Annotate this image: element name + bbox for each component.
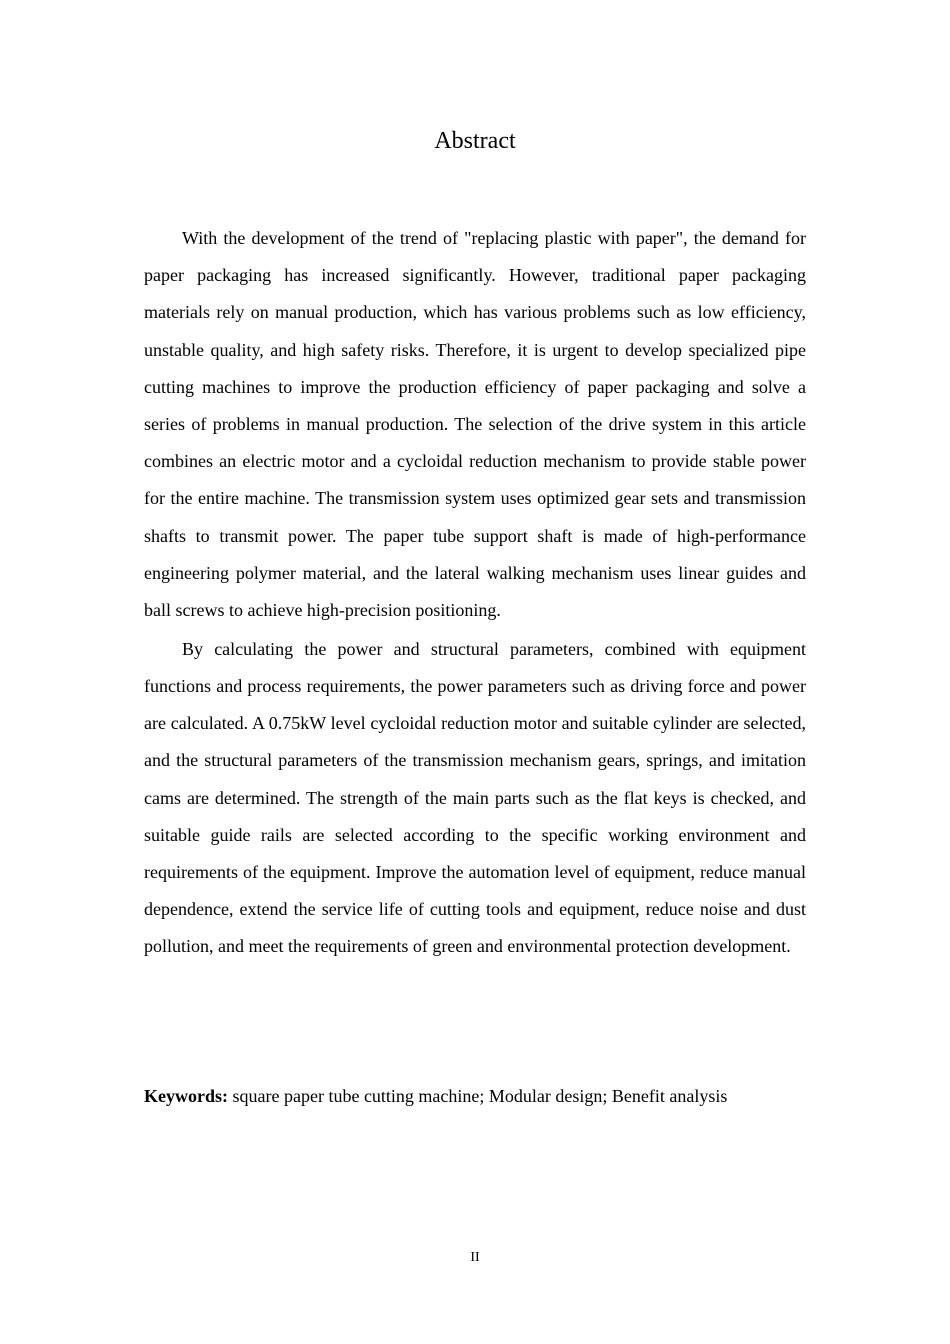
keywords-label: Keywords: [144, 1086, 233, 1106]
page-number: II [470, 1250, 480, 1265]
abstract-body [144, 220, 806, 967]
keywords-text: square paper tube cutting machine; Modular design; Benefit analysis [232, 1086, 728, 1106]
abstract-paragraph-1: With the development of the trend of "replacing plastic with paper", the demand for paper packaging has increased significantly. However, traditional paper packaging materials rely on manual production, which has various problems such as low efficiency, unstable quality, and high safety risks. Therefore, it is urgent to develop specialized pipe cutting machines to improve the production efficiency of paper packaging and solve a series of problems in manual production. The selection of the drive system in this article combines an electric motor and a cycloidal reduction mechanism to provide stable power for the entire machine. The transmission system uses optimized gear sets and transmission shafts to transmit power. The paper tube support shaft is made of high-performance engineering polymer material, and the lateral walking mechanism uses linear guides and ball screws to achieve high-precision positioning. [144, 228, 806, 621]
abstract-paragraph-2: By calculating the power and structural parameters, combined with equipment functions and process requirements, the power parameters such as driving force and power are calculated. A 0.75kW level cycloidal reduction motor and suitable cylinder are selected, and the structural parameters of the transmission mechanism gears, springs, and imitation cams are determined. The strength of the main parts such as the flat keys is checked, and suitable guide rails are selected according to the specific working environment and requirements of the equipment. Improve the automation level of equipment, reduce manual dependence, extend the service life of cutting tools and equipment, reduce noise and dust pollution, and meet the requirements of green and environmental protection development. [144, 638, 806, 957]
keywords-line [144, 1082, 806, 1110]
page-title: Abstract [434, 128, 516, 154]
